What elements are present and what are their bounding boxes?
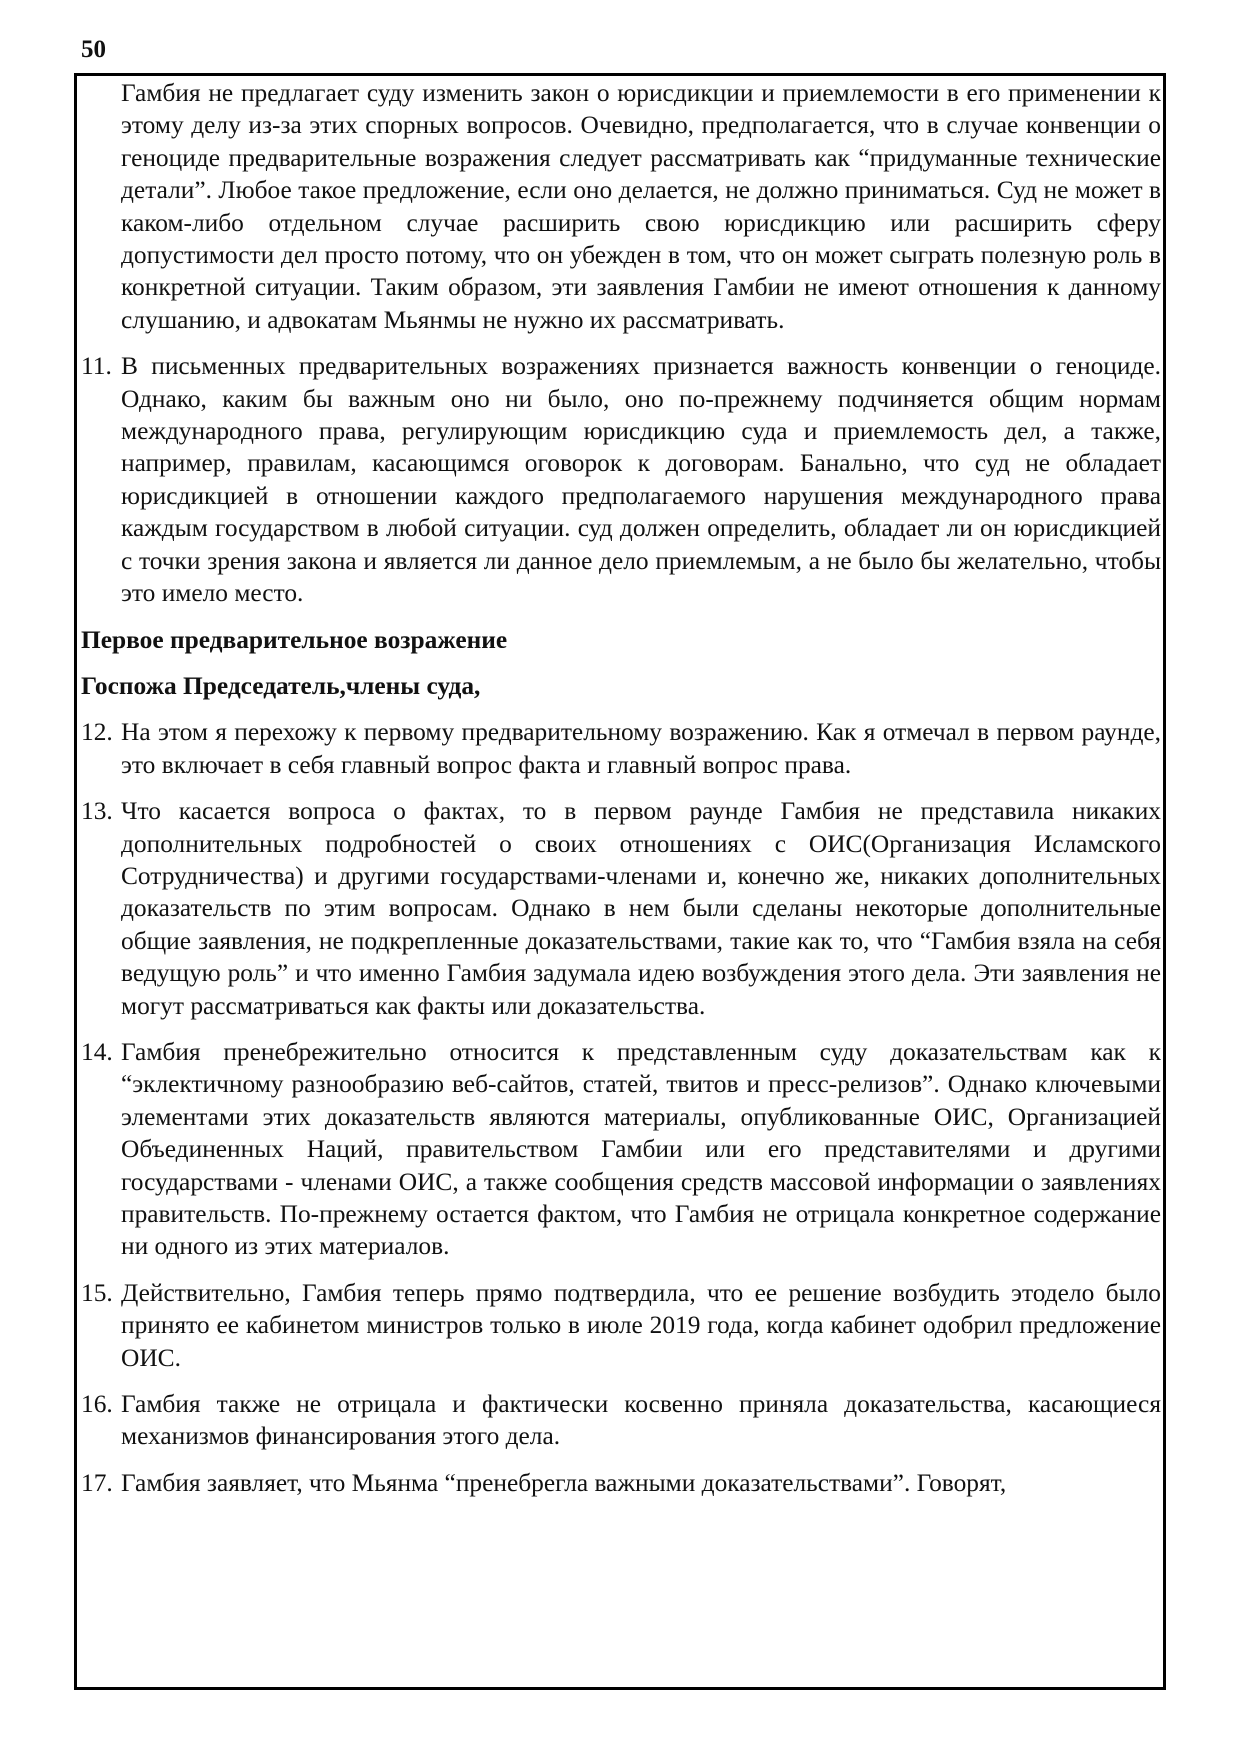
paragraph-number: 11. bbox=[81, 352, 112, 381]
paragraph-17 bbox=[81, 1467, 1161, 1499]
paragraph-11 bbox=[81, 350, 1161, 609]
paragraph-number: 15. bbox=[81, 1278, 113, 1307]
paragraph-text: Действительно, Гамбия теперь прямо подтвердила, что ее решение возбудить этодело было принято ее кабинетом министров только в июле 2019 года, когда кабинет одобрил предложение ОИС. bbox=[121, 1278, 1161, 1372]
paragraph-number: 13. bbox=[81, 797, 113, 826]
page-number: 50 bbox=[81, 36, 106, 63]
paragraph-14 bbox=[81, 1036, 1161, 1263]
paragraph-16 bbox=[81, 1388, 1161, 1453]
paragraph-text: В письменных предварительных возражениях признается важность конвенции о геноциде. Однако, каким бы важным оно ни было, оно по-прежнему подчиняется общим нормам международного права, регулирующим юрисдикцию суда и приемлемость дел, а также, например, правилам, касающимся оговорок к договорам. Банально, что суд не обладает юрисдикцией в отношении каждого предполагаемого нарушения международного права каждым государством в любой ситуации. суд должен определить, обладает ли он юрисдикцией с точки зрения закона и является ли данное дело приемлемым, а не было бы желательно, чтобы это имело место. bbox=[121, 352, 1161, 608]
paragraph-number: 17. bbox=[81, 1468, 113, 1497]
section-heading: Первое предварительное возражение bbox=[81, 625, 508, 654]
paragraph-number: 14. bbox=[81, 1037, 113, 1066]
paragraph-text: Гамбия также не отрицала и фактически косвенно приняла доказательства, касающиеся механизмов финансирования этого дела. bbox=[121, 1390, 1161, 1451]
paragraph-text: На этом я перехожу к первому предварительному возражению. Как я отмечал в первом раунде, это включает в себя главный вопрос факта и главный вопрос права. bbox=[121, 718, 1161, 779]
paragraph-text: Что касается вопроса о фактах, то в первом раунде Гамбия не представила никаких дополнительных подробностей о своих отношениях с ОИС(Организация Исламского Сотрудничества) и другими государствами-членами и, конечно же, никаких дополнительных доказательств по этим вопросам. Однако в нем были сделаны некоторые дополнительные общие заявления, не подкрепленные доказательствами, такие как то, что “Гамбия взяла на себя ведущую роль” и что именно Гамбия задумала идею возбуждения этого дела. Эти заявления не могут рассматриваться как факты или доказательства. bbox=[121, 797, 1161, 1020]
paragraph-number: 12. bbox=[81, 718, 113, 747]
paragraph-text: Гамбия заявляет, что Мьянма “пренебрегла важными доказательствами”. Говорят, bbox=[121, 1468, 1007, 1497]
paragraph-12 bbox=[81, 716, 1161, 781]
paragraph-text: Гамбия пренебрежительно относится к представленным суду доказательствам как к “эклектичному разнообразию веб-сайтов, статей, твитов и пресс-релизов”. Однако ключевыми элементами этих доказательств являются материалы, опубликованные ОИС, Организацией Объединенных Наций, правительством Гамбии или его представителями и другими государствами - членами ОИС, а также сообщения средств массовой информации о заявлениях правительств. По-прежнему остается фактом, что Гамбия не отрицала конкретное содержание ни одного из этих материалов. bbox=[121, 1037, 1161, 1261]
paragraph-15 bbox=[81, 1277, 1161, 1374]
paragraph-number: 16. bbox=[81, 1390, 113, 1419]
paragraph-continuation: Гамбия не предлагает суду изменить закон о юрисдикции и приемлемости в его применении к этому делу из-за этих спорных вопросов. Очевидно, предполагается, что в случае конвенции о геноциде предварительные возражения следует рассматривать как “придуманные технические детали”. Любое такое предложение, если оно делается, не должно приниматься. Суд не может в каком-либо отдельном случае расширить свою юрисдикцию или расширить сферу допустимости дел просто потому, что он убежден в том, что он может сыграть полезную роль в конкретной ситуации. Таким образом, эти заявления Гамбии не имеют отношения к данному слушанию, и адвокатам Мьянмы не нужно их рассматривать. bbox=[121, 79, 1161, 334]
document-body bbox=[81, 77, 1161, 1513]
paragraph-13 bbox=[81, 795, 1161, 1022]
address-heading: Госпожа Председатель,члены суда, bbox=[81, 671, 481, 700]
